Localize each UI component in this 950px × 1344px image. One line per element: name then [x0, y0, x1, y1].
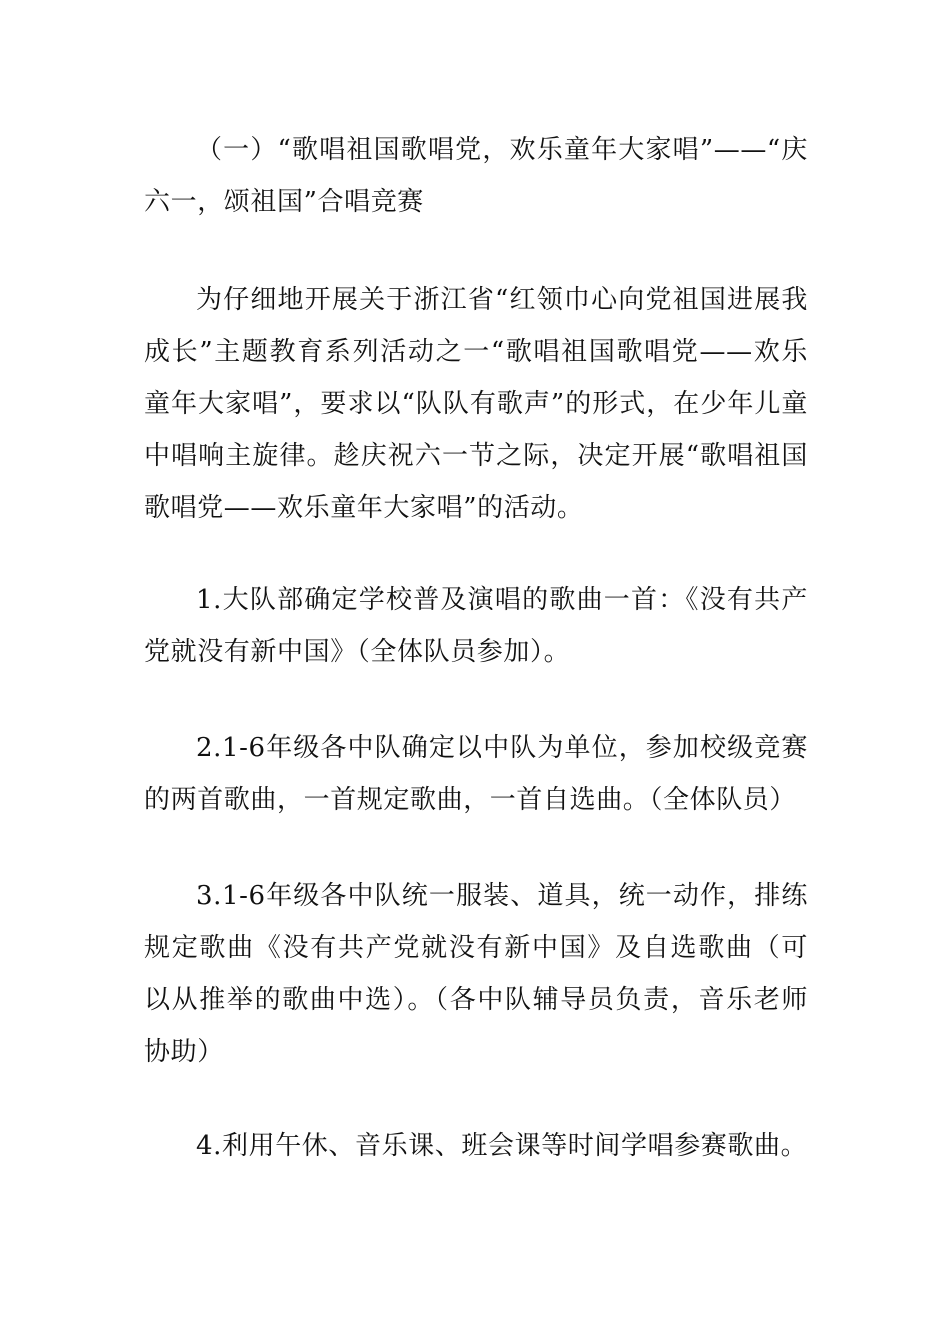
list-item: 3.1-6年级各中队统一服装、道具，统一动作，排练规定歌曲《没有共产党就没有新中国》及自选歌曲（可以从推举的歌曲中选）。（各中队辅导员负责，音乐老师协助） — [144, 881, 808, 1067]
section-heading: （一）“歌唱祖国歌唱党，欢乐童年大家唱”——“庆六一，颂祖国”合唱竞赛 — [144, 135, 808, 217]
intro-paragraph: 为仔细地开展关于浙江省“红领巾心向党祖国进展我成长”主题教育系列活动之一“歌唱祖国歌唱党——欢乐童年大家唱”，要求以“队队有歌声”的形式，在少年儿童中唱响主旋律。趁庆祝六一节之际，决定开展“歌唱祖国歌唱党——欢乐童年大家唱”的活动。 — [144, 285, 808, 523]
list-item: 1.大队部确定学校普及演唱的歌曲一首：《没有共产党就没有新中国》（全体队员参加）。 — [144, 585, 808, 667]
list-item: 2.1-6年级各中队确定以中队为单位，参加校级竞赛的两首歌曲，一首规定歌曲，一首自选曲。（全体队员） — [144, 733, 808, 815]
list-item: 4.利用午休、音乐课、班会课等时间学唱参赛歌曲。 — [196, 1131, 808, 1161]
